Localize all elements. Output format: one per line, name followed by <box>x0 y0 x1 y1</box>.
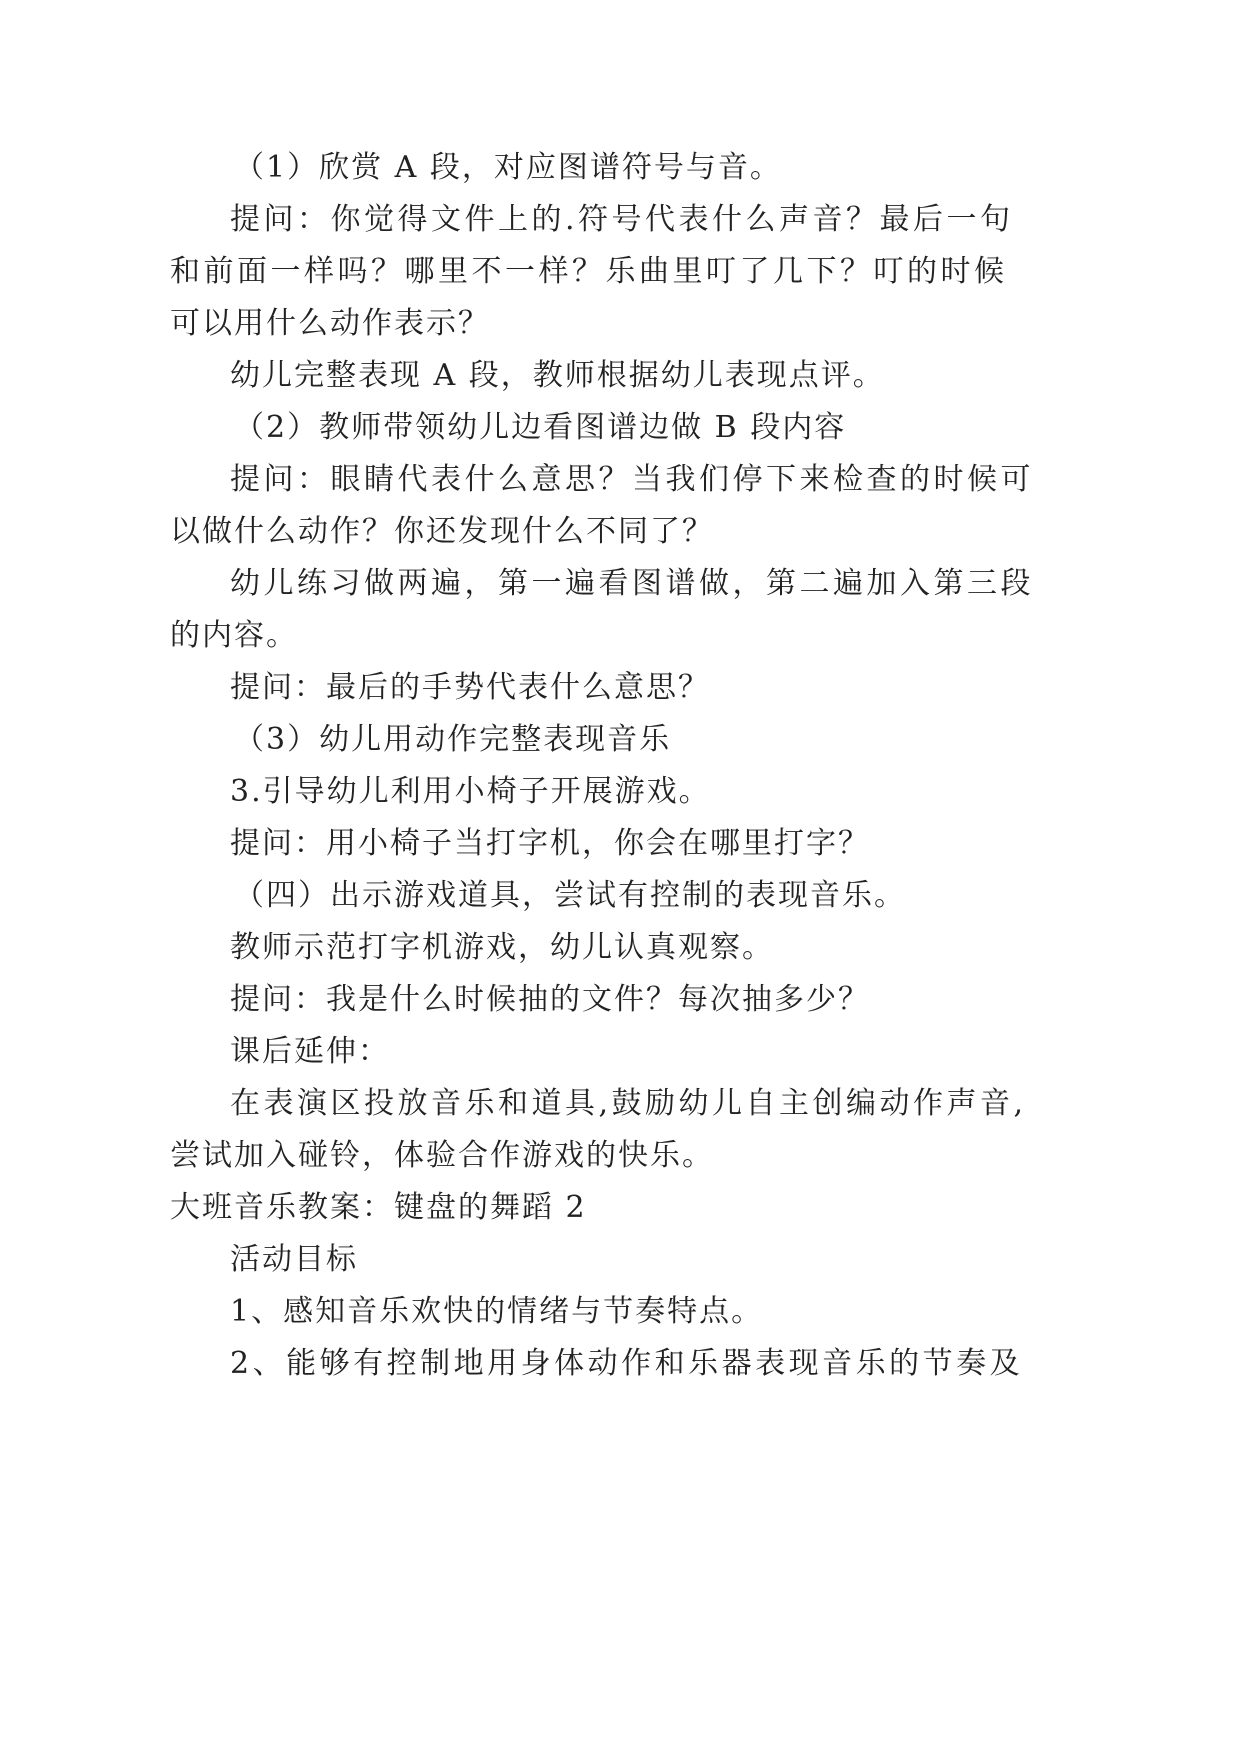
paragraph-line: 的内容。 <box>170 618 298 653</box>
paragraph-line: （2）教师带领幼儿边看图谱边做 B 段内容 <box>234 410 847 445</box>
section-title: 大班音乐教案：键盘的舞蹈 2 <box>170 1190 587 1225</box>
paragraph-line: 可以用什么动作表示？ <box>170 306 490 341</box>
paragraph-line: 3.引导幼儿利用小椅子开展游戏。 <box>230 774 711 809</box>
paragraph-line: （3）幼儿用动作完整表现音乐 <box>234 722 672 757</box>
paragraph-line: 在表演区投放音乐和道具,鼓励幼儿自主创编动作声音, <box>230 1086 1027 1121</box>
paragraph-line: 以做什么动作？你还发现什么不同了？ <box>170 514 714 549</box>
paragraph-line: 和前面一样吗？哪里不一样？乐曲里叮了几下？叮的时候 <box>170 254 1008 289</box>
paragraph-line: 提问：眼睛代表什么意思？当我们停下来检查的时候可 <box>230 462 1034 497</box>
list-item: 1、感知音乐欢快的情绪与节奏特点。 <box>230 1294 764 1329</box>
paragraph-line: 教师示范打字机游戏，幼儿认真观察。 <box>230 930 774 965</box>
paragraph-line: 幼儿完整表现 A 段，教师根据幼儿表现点评。 <box>230 358 885 393</box>
paragraph-line: （四）出示游戏道具，尝试有控制的表现音乐。 <box>234 878 906 913</box>
paragraph-line: 提问：最后的手势代表什么意思？ <box>230 670 710 705</box>
section-heading: 活动目标 <box>230 1242 358 1277</box>
list-item: 2、能够有控制地用身体动作和乐器表现音乐的节奏及 <box>230 1346 1024 1381</box>
paragraph-line: 课后延伸： <box>230 1034 390 1069</box>
paragraph-line: 幼儿练习做两遍，第一遍看图谱做，第二遍加入第三段 <box>230 566 1034 601</box>
paragraph-line: （1）欣赏 A 段，对应图谱符号与音。 <box>234 150 782 185</box>
paragraph-line: 提问：用小椅子当打字机，你会在哪里打字？ <box>230 826 870 861</box>
paragraph-line: 尝试加入碰铃，体验合作游戏的快乐。 <box>170 1138 714 1173</box>
paragraph-line: 提问：你觉得文件上的.符号代表什么声音？最后一句 <box>230 202 1014 237</box>
paragraph-line: 提问：我是什么时候抽的文件？每次抽多少？ <box>230 982 870 1017</box>
